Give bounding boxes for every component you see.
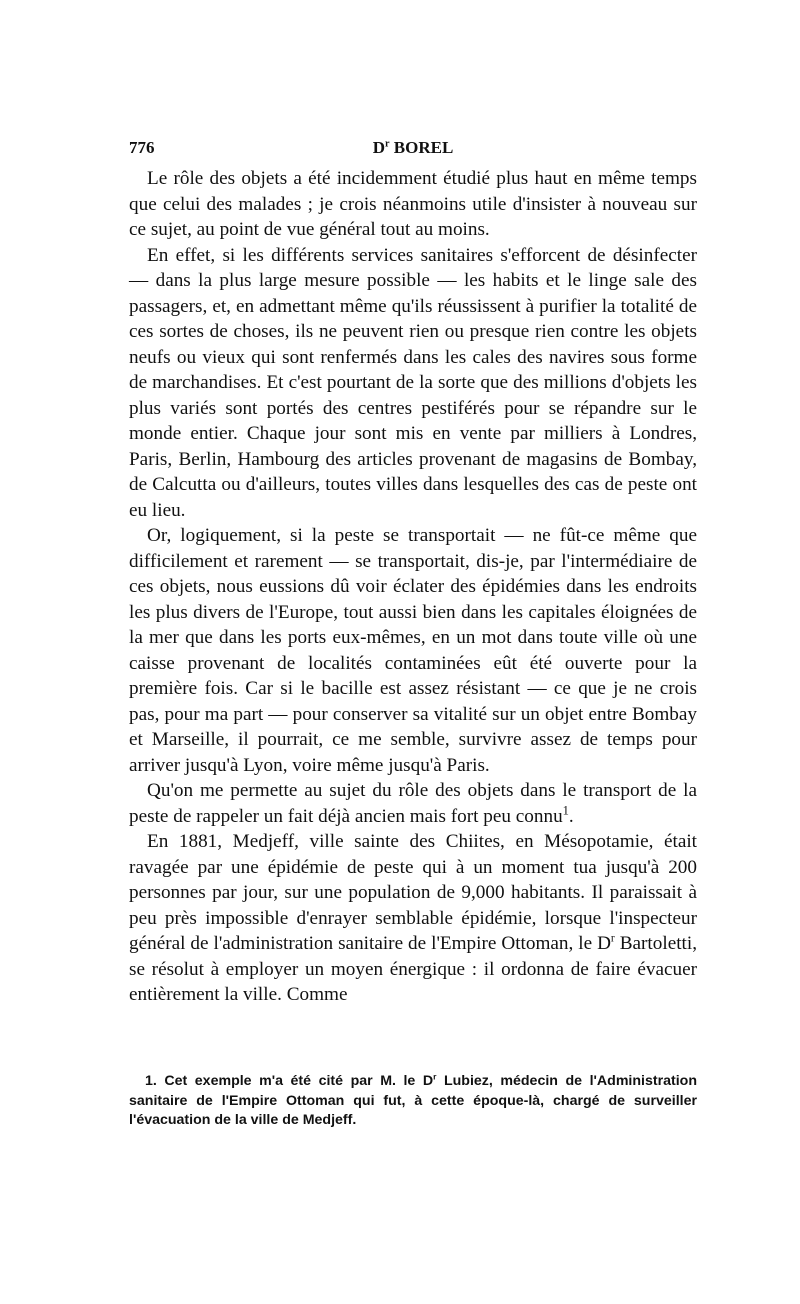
footnote	[129, 1072, 697, 1131]
paragraph-3: Or, logiquement, si la peste se transportait — ne fût-ce même que difficilement et rarement — se transportait, dis-je, par l'intermédiaire de ces objets, nous eussions dû voir éclater des épidémies dans les endroits les plus divers de l'Europe, tout aussi bien dans les capitales éloignées de la mer que dans les ports eux-mêmes, en un mot dans toute ville où une caisse provenant de localités contaminées eût été ouverte pour la première fois. Car si le bacille est assez résistant — ce que je ne crois pas, pour ma part — pour conserver sa vitalité sur un objet entre Bombay et Marseille, il pourrait, ce me semble, survivre assez de temps pour arriver jusqu'à Lyon, voire même jusqu'à Paris.	[129, 525, 697, 776]
running-title	[189, 138, 637, 158]
paragraph-4-text: Qu'on me permette au sujet du rôle des objets dans le transport de la peste de rappeler un fait déjà ancien mais fort peu connu	[129, 780, 697, 827]
page-number: 776	[129, 138, 155, 157]
footnote-reference: 1	[562, 803, 569, 818]
footnote-number: 1.	[145, 1073, 157, 1089]
paragraph-4	[129, 778, 697, 829]
paragraph-5	[129, 829, 697, 1008]
paragraph-5-after: Bartoletti, se résolut à employer un moyen énergique : il ordonna de faire évacuer entièrement la ville. Comme	[129, 933, 697, 1005]
footnote-text-before: Cet exemple m'a été cité par M. le D	[156, 1073, 434, 1089]
paragraph-4-end: .	[568, 805, 574, 827]
author-name: BOREL	[389, 138, 454, 157]
paragraph-2: En effet, si les différents services sanitaires s'efforcent de désinfecter — dans la plus large mesure possible — les habits et le linge sale des passagers, et, en admettant même qu'ils réussissent à purifier la totalité de ces sortes de choses, ils ne peuvent rien ou presque rien contre les objets neufs ou vieux qui sont renfermés dans les cales des navires sous forme de marchandises. Et c'est pourtant de la sorte que des millions d'objets les plus variés sont portés des centres pestiférés pour se répandre sur le monde entier. Chaque jour sont mis en vente par milliers à Londres, Paris, Berlin, Hambourg des articles provenant de magasins de Bombay, de Calcutta ou d'ailleurs, toutes villes dans lesquelles des cas de peste ont eu lieu.	[129, 244, 697, 521]
author-prefix: D	[372, 138, 385, 157]
footnote-text-after: Lubiez, médecin de l'Administration sanitaire de l'Empire Ottoman qui fut, à cette époque-là, chargé de surveiller l'évacuation de la ville de Medjeff.	[129, 1073, 698, 1128]
running-header	[129, 138, 697, 164]
author-prefix-superscript: r	[384, 138, 390, 150]
paragraph-1: Le rôle des objets a été incidemment étudié plus haut en même temps que celui des malades ; je crois néanmoins utile d'insister à nouveau sur ce sujet, au point de vue général tout au moins.	[129, 168, 697, 240]
body-text	[129, 166, 697, 1008]
paragraph-5-superscript: r	[610, 932, 615, 945]
footnote-superscript: r	[433, 1071, 437, 1082]
book-page	[129, 138, 697, 1008]
paragraph-5-before: En 1881, Medjeff, ville sainte des Chiites, en Mésopotamie, était ravagée par une épidémie de peste qui à un moment tua jusqu'à 200 personnes par jour, sur une population de 9,000 habitants. Il paraissait à peu près impossible d'enrayer semblable épidémie, lorsque l'inspecteur général de l'administration sanitaire de l'Empire Ottoman, le D	[129, 831, 697, 954]
